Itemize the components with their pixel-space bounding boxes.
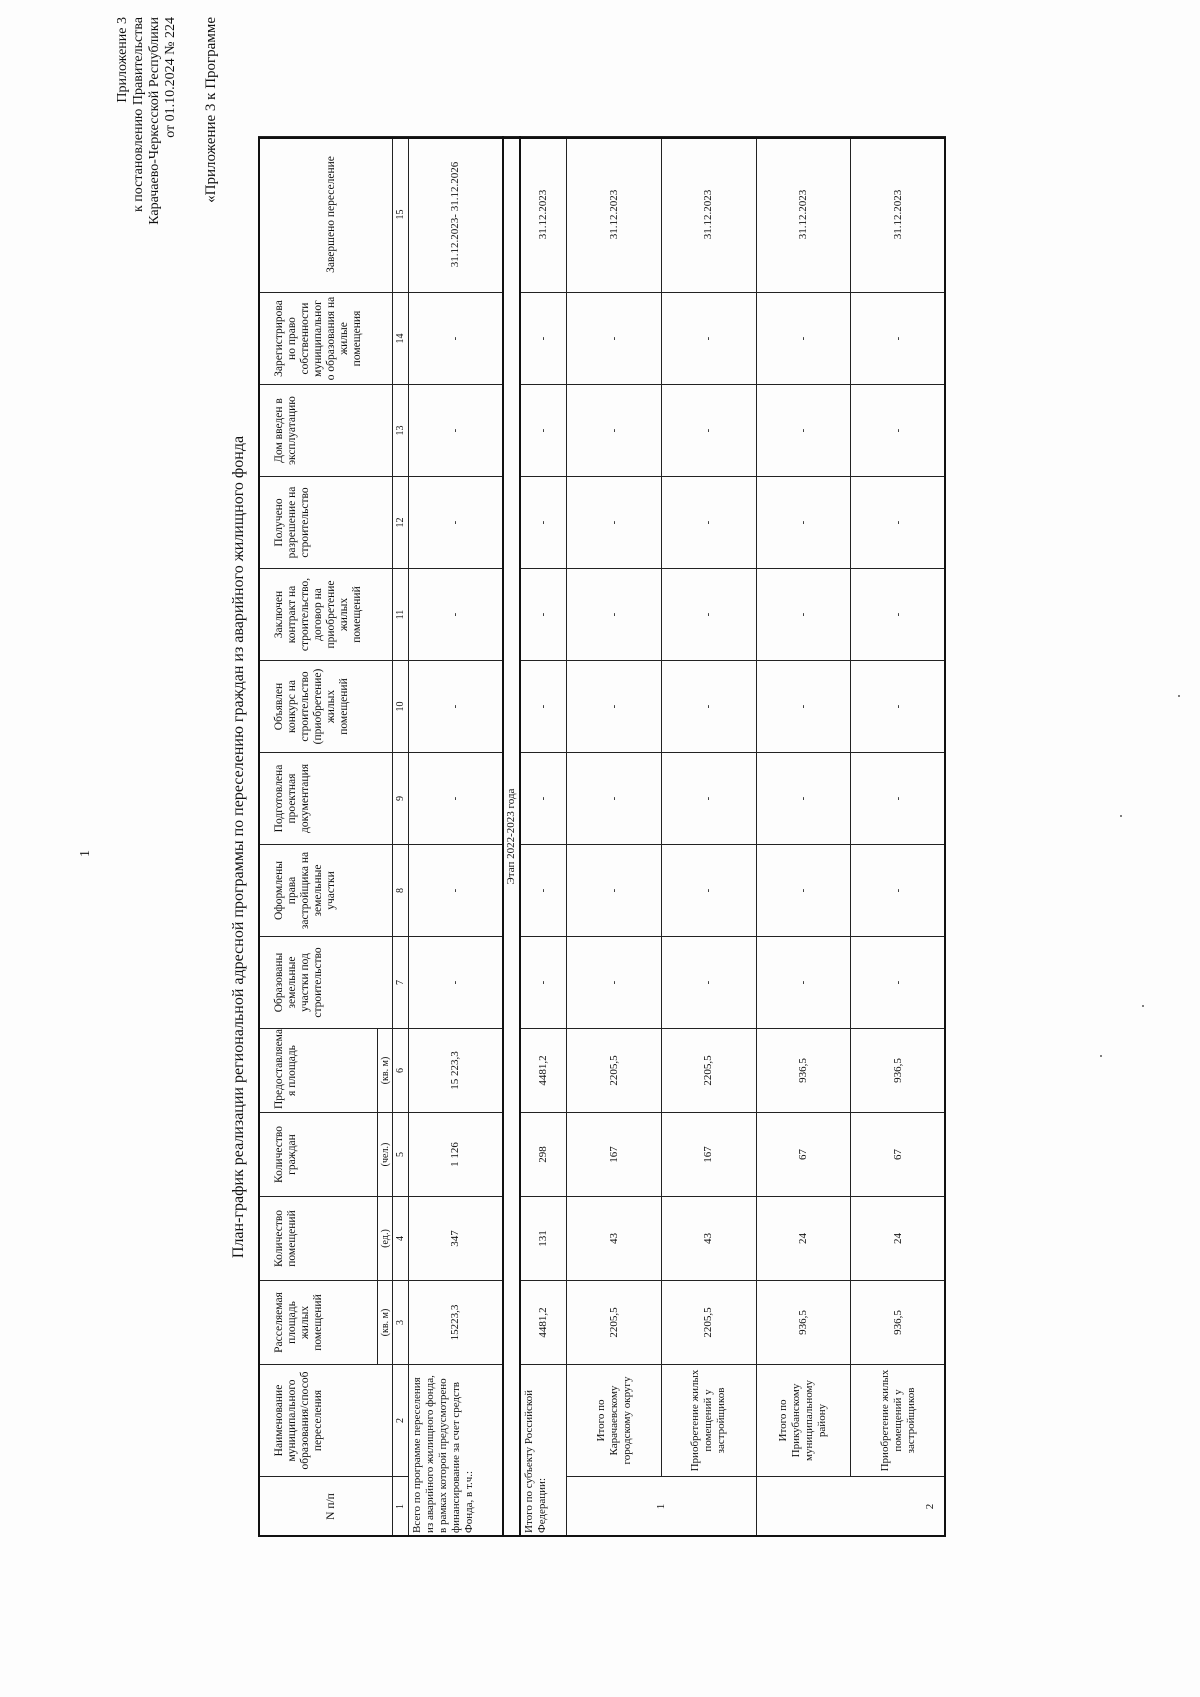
col-number: 8 bbox=[393, 845, 408, 937]
table-cell: 167 bbox=[661, 1113, 756, 1197]
table-cell: - bbox=[567, 385, 662, 477]
table-cell: 131 bbox=[520, 1197, 566, 1281]
table-cell: - bbox=[756, 477, 851, 569]
header-cell: Предоставляема я площадь bbox=[259, 1029, 378, 1113]
table-cell: - bbox=[408, 661, 503, 753]
scan-speck bbox=[1120, 815, 1122, 817]
table-cell: - bbox=[520, 937, 566, 1029]
table-cell: - bbox=[567, 845, 662, 937]
header-cell: Образованы земельные участки под строительство bbox=[259, 937, 393, 1029]
table-cell: - bbox=[851, 385, 946, 477]
header-row bbox=[259, 137, 378, 1537]
col-number: 6 bbox=[393, 1029, 408, 1113]
col-number: 5 bbox=[393, 1113, 408, 1197]
header-cell: Расселяемая площадь жилых помещений bbox=[259, 1281, 378, 1365]
table-cell: - bbox=[408, 845, 503, 937]
table-cell: 298 bbox=[520, 1113, 566, 1197]
header-cell: Дом введен в эксплуатацию bbox=[259, 385, 393, 477]
attachment-line: Карачаево-Черкесской Республики bbox=[147, 17, 162, 225]
unit-cell: (кв. м) bbox=[377, 1281, 392, 1365]
table-cell: - bbox=[851, 293, 946, 385]
table-cell: - bbox=[661, 845, 756, 937]
table-cell: - bbox=[567, 937, 662, 1029]
col-number: 4 bbox=[393, 1197, 408, 1281]
attachment-block bbox=[115, 17, 179, 317]
table-cell: 15223,3 bbox=[408, 1281, 503, 1365]
table-cell: - bbox=[851, 661, 946, 753]
total-row bbox=[408, 137, 503, 1537]
table-cell: - bbox=[408, 477, 503, 569]
col-number: 7 bbox=[393, 937, 408, 1029]
table-cell: - bbox=[408, 385, 503, 477]
table-row bbox=[567, 137, 662, 1537]
table-cell: - bbox=[661, 753, 756, 845]
table-cell: - bbox=[567, 569, 662, 661]
table-cell: 936,5 bbox=[756, 1029, 851, 1113]
table-cell: 347 bbox=[408, 1197, 503, 1281]
table-cell: - bbox=[520, 477, 566, 569]
col-number: 12 bbox=[393, 477, 408, 569]
table-cell: 31.12.2023- 31.12.2026 bbox=[408, 137, 503, 293]
table-cell: 2205,5 bbox=[661, 1029, 756, 1113]
stage-label: Этап 2022-2023 года bbox=[503, 137, 521, 1537]
row-number: 1 bbox=[567, 1477, 756, 1537]
table-cell: 24 bbox=[851, 1197, 946, 1281]
table-cell: - bbox=[520, 753, 566, 845]
header-cell: Зарегистрирова но право собственности муниципальног о образования на жилые помещения bbox=[259, 293, 393, 385]
table-cell: 4481,2 bbox=[520, 1281, 566, 1365]
unit-cell: (кв. м) bbox=[377, 1029, 392, 1113]
table-cell: 31.12.2023 bbox=[851, 137, 946, 293]
header-cell: Оформлены права застройщика на земельные участки bbox=[259, 845, 393, 937]
table-cell: - bbox=[756, 569, 851, 661]
unit-cell: (чел.) bbox=[377, 1113, 392, 1197]
header-cell: Объявлен конкурс на строительство (приобретение) жилых помещений bbox=[259, 661, 393, 753]
table-cell: 31.12.2023 bbox=[661, 137, 756, 293]
stage-row bbox=[503, 137, 521, 1537]
header-cell: Наименование муниципального образования/способ переселения bbox=[259, 1365, 393, 1477]
col-number: 10 bbox=[393, 661, 408, 753]
table-cell: - bbox=[756, 845, 851, 937]
table-cell: 24 bbox=[756, 1197, 851, 1281]
page-number: 1 bbox=[78, 850, 93, 857]
table-row bbox=[661, 137, 756, 1537]
table-cell: 167 bbox=[567, 1113, 662, 1197]
scan-speck bbox=[1178, 695, 1180, 697]
table-cell: - bbox=[661, 385, 756, 477]
row-label: Итого по Прикубанскому муниципальному району bbox=[756, 1365, 851, 1477]
header-cell: Получено разрешение на строительство bbox=[259, 477, 393, 569]
scan-speck bbox=[1100, 1055, 1102, 1057]
table-cell: 1 126 bbox=[408, 1113, 503, 1197]
row-label: Приобретение жилых помещений у застройщиков bbox=[851, 1365, 946, 1477]
table-cell: - bbox=[520, 569, 566, 661]
col-number: 2 bbox=[393, 1365, 408, 1477]
schedule-table bbox=[258, 136, 946, 1537]
table-cell: - bbox=[567, 753, 662, 845]
header-cell: N п/п bbox=[259, 1477, 393, 1537]
header-cell: Количество граждан bbox=[259, 1113, 378, 1197]
row-label: Итого по субъекту Российской Федерации: bbox=[520, 1365, 566, 1537]
table-cell: - bbox=[756, 753, 851, 845]
table-cell: - bbox=[661, 661, 756, 753]
header-cell: Количество помещений bbox=[259, 1197, 378, 1281]
table-cell: - bbox=[567, 477, 662, 569]
table-cell: 2205,5 bbox=[567, 1281, 662, 1365]
col-number: 9 bbox=[393, 753, 408, 845]
header-cell: Заключен контракт на строительство, договор на приобретение жилых помещений bbox=[259, 569, 393, 661]
table-cell: - bbox=[756, 385, 851, 477]
table-cell: - bbox=[520, 385, 566, 477]
table-row bbox=[756, 137, 851, 1537]
table-cell: 936,5 bbox=[756, 1281, 851, 1365]
table-cell: 936,5 bbox=[851, 1029, 946, 1113]
table-cell: - bbox=[851, 845, 946, 937]
table-cell: - bbox=[851, 753, 946, 845]
table-cell: 67 bbox=[851, 1113, 946, 1197]
subject-row bbox=[520, 137, 566, 1537]
table-row bbox=[851, 137, 946, 1537]
row-label: Итого по Карачаевскому городскому округу bbox=[567, 1365, 662, 1477]
col-number: 14 bbox=[393, 293, 408, 385]
col-number: 13 bbox=[393, 385, 408, 477]
table-cell: 936,5 bbox=[851, 1281, 946, 1365]
table-cell: - bbox=[408, 569, 503, 661]
table-cell: 15 223,3 bbox=[408, 1029, 503, 1113]
table-cell: - bbox=[851, 477, 946, 569]
table-cell: 2205,5 bbox=[661, 1281, 756, 1365]
row-number: 2 bbox=[756, 1477, 945, 1537]
table-cell: - bbox=[756, 937, 851, 1029]
table-cell: 31.12.2023 bbox=[567, 137, 662, 293]
table-cell: 31.12.2023 bbox=[520, 137, 566, 293]
table-cell: - bbox=[661, 477, 756, 569]
table-cell: 43 bbox=[567, 1197, 662, 1281]
table-cell: - bbox=[661, 937, 756, 1029]
col-number: 15 bbox=[393, 137, 408, 293]
table-cell: - bbox=[567, 661, 662, 753]
table-cell: - bbox=[408, 293, 503, 385]
scan-speck bbox=[1142, 1005, 1144, 1007]
table-cell: 43 bbox=[661, 1197, 756, 1281]
table-cell: - bbox=[756, 293, 851, 385]
table-cell: - bbox=[520, 293, 566, 385]
header-cell: Подготовлена проектная документация bbox=[259, 753, 393, 845]
attachment-line: к постановлению Правительства bbox=[131, 17, 146, 213]
document-title: План-график реализации региональной адресной программы по переселению граждан из аварийного жилищного фонда bbox=[230, 435, 247, 1259]
table-cell: - bbox=[567, 293, 662, 385]
table-cell: 2205,5 bbox=[567, 1029, 662, 1113]
table-cell: - bbox=[408, 753, 503, 845]
table-cell: 4481,2 bbox=[520, 1029, 566, 1113]
attachment-line: от 01.10.2024 № 224 bbox=[163, 17, 178, 138]
table-cell: - bbox=[520, 661, 566, 753]
column-number-row bbox=[393, 137, 408, 1537]
attachment-line: Приложение 3 bbox=[115, 17, 130, 103]
table-cell: - bbox=[661, 569, 756, 661]
col-number: 1 bbox=[393, 1477, 408, 1537]
table-cell: - bbox=[851, 937, 946, 1029]
program-reference: «Приложение 3 к Программе bbox=[203, 17, 219, 203]
table-cell: - bbox=[851, 569, 946, 661]
col-number: 3 bbox=[393, 1281, 408, 1365]
unit-cell: (ед.) bbox=[377, 1197, 392, 1281]
table-cell: - bbox=[520, 845, 566, 937]
table-cell: - bbox=[756, 661, 851, 753]
table-cell: 67 bbox=[756, 1113, 851, 1197]
table-cell: 31.12.2023 bbox=[756, 137, 851, 293]
table-cell: - bbox=[408, 937, 503, 1029]
col-number: 11 bbox=[393, 569, 408, 661]
row-label: Всего по программе переселения из аварийного жилищного фонда, в рамках которой предусмотрено финансирование за счет средств Фонда, в т.ч.: bbox=[408, 1365, 503, 1537]
table-cell: - bbox=[661, 293, 756, 385]
header-cell: Завершено переселение bbox=[259, 137, 393, 293]
row-label: Приобретение жилых помещений у застройщиков bbox=[661, 1365, 756, 1477]
